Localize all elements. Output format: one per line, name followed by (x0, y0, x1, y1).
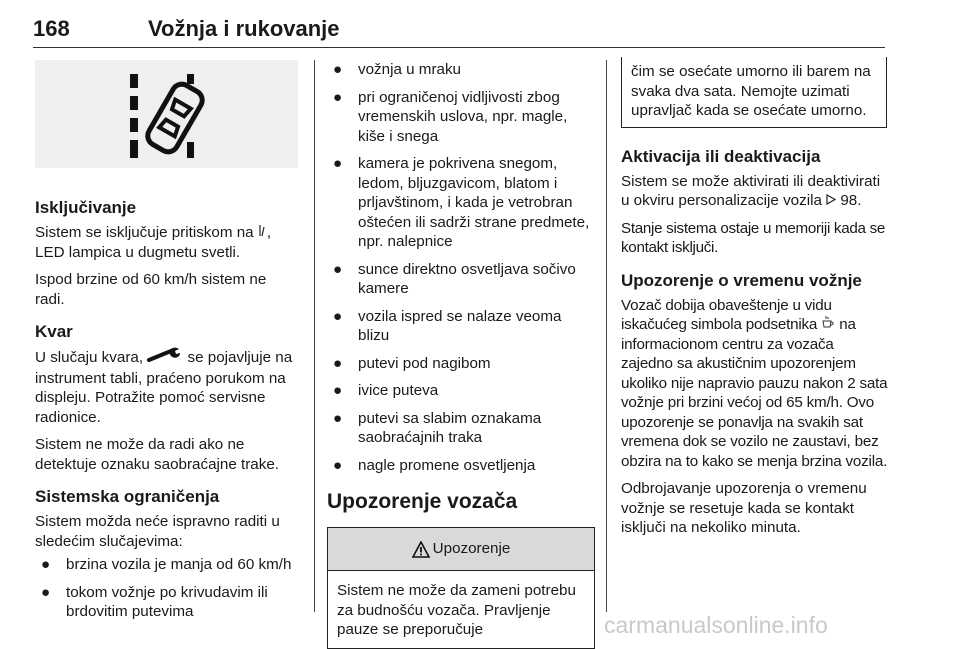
fault-paragraph (35, 347, 300, 427)
list-item: ● vožnja u mraku (333, 61, 461, 78)
list-item: ● kamera je pokrivena snegom, ledom, bljuzgavicom, blatom i prljavštinom, i kada je vetrobran oštećen ili sadrži strane predmete, npr. nalepnice (333, 155, 590, 250)
warning-body: Sistem ne može da zameni potrebu za budnošću vozača. Pravljenje pauze se preporučuje (337, 582, 576, 638)
section-fault-title: Kvar (35, 322, 73, 342)
watermark: carmanualsonline.info (604, 612, 828, 638)
warning-text-continued: čim se osećate umorno ili barem na svaka dva sata. Nemojte uzimati upravljač kada se osećate umorno. (631, 63, 871, 119)
limits-list-continued (327, 60, 595, 475)
warning-header (328, 528, 594, 571)
off-text-after: , LED lampica u dugmetu svetli. (35, 224, 272, 261)
off-text-before: Sistem se isključuje pritiskom na (35, 224, 258, 241)
timer-paragraph: Vozač dobija obaveštenje u vidu iskačućeg simbola podsetnika na informacionom centru za vozača zajedno sa akustičnim upozorenjem ukoliko nije napravio pauzu nakon 2 sata vožnje pri brzini većoj od 65 km/h. Ovo upozorenje se ponavlja na svakih sat vremena dok se vozilo ne zaustavi, bez obzira na to kako se menja brzina vozila. (621, 296, 888, 470)
warning-box (327, 527, 595, 649)
list-item: ● pri ograničenoj vidljivosti zbog vremenskih uslova, npr. magle, kiše i snega (333, 88, 568, 145)
driver-alert-heading: Upozorenje vozača (327, 490, 518, 513)
lane-departure-illustration-icon (35, 60, 298, 168)
column-1 (35, 60, 300, 630)
warning-triangle-icon (412, 541, 430, 558)
section-limits-title: Sistemska ograničenja (35, 487, 220, 507)
fault-text-after: se pojavljuje na instrument tabli, praćeno porukom na displeju. Potražite pomoć servisne radionice. (35, 349, 293, 426)
activation-paragraph: Sistem se može aktivirati ili deaktivirati u okviru personalizacije vozila 98. (621, 172, 881, 209)
lane-keep-button-icon (258, 223, 267, 243)
column-divider-2 (606, 60, 607, 612)
column-3 (621, 60, 889, 546)
list-item: ● sunce direktno osvetljava sočivo kamere (333, 260, 576, 297)
activation-paragraph-2: Stanje sistema ostaje u memoriji kada se kontakt isključi. (621, 219, 886, 257)
section-off-title: Isključivanje (35, 198, 137, 217)
fault-text-before: U slučaju kvara, (35, 349, 148, 366)
list-item: ● ivice puteva (333, 382, 439, 399)
limits-list (35, 555, 300, 622)
column-2 (327, 60, 595, 649)
limits-intro: Sistem možda neće ispravno raditi u sledećim slučajevima: (35, 513, 280, 550)
list-item: ● brzina vozila je manja od 60 km/h (41, 556, 292, 574)
list-item: ● putevi pod nagibom (333, 354, 491, 372)
list-item: ● putevi sa slabim oznakama saobraćajnih traka (333, 409, 542, 446)
off-paragraph (35, 223, 300, 262)
wrench-icon (147, 347, 183, 369)
header-divider (33, 47, 885, 48)
bullet: ● (41, 556, 51, 574)
lane-keep-figure (35, 60, 298, 168)
chapter-title: Vožnja i rukovanje (148, 16, 340, 41)
section-timer-title: Upozorenje o vremenu vožnje (621, 270, 862, 290)
fault-paragraph-2: Sistem ne može da radi ako ne detektuje oznaku saobraćajne trake. (35, 436, 280, 473)
list-item: ● vozila ispred se nalaze veoma blizu (333, 307, 562, 344)
list-item: ● tokom vožnje po krivudavim ili brdovitim putevima (41, 583, 268, 621)
warning-box-continued (621, 57, 887, 128)
bullet: ● (41, 583, 51, 601)
column-divider-1 (314, 60, 315, 612)
page-header (33, 4, 885, 48)
warning-label: Upozorenje (432, 540, 511, 558)
off-speed-paragraph: Ispod brzine od 60 km/h sistem ne radi. (35, 271, 267, 308)
coffee-cup-icon (821, 315, 835, 335)
timer-paragraph-2: Odbrojavanje upozorenja o vremenu vožnje se resetuje kada se kontakt isključi na nekoliko minuta. (621, 480, 867, 537)
page-number: 168 (33, 16, 70, 41)
list-item: ● nagle promene osvetljenja (333, 456, 536, 474)
section-activation-title: Aktivacija ili deaktivacija (621, 146, 821, 166)
page-reference-icon (826, 191, 836, 211)
